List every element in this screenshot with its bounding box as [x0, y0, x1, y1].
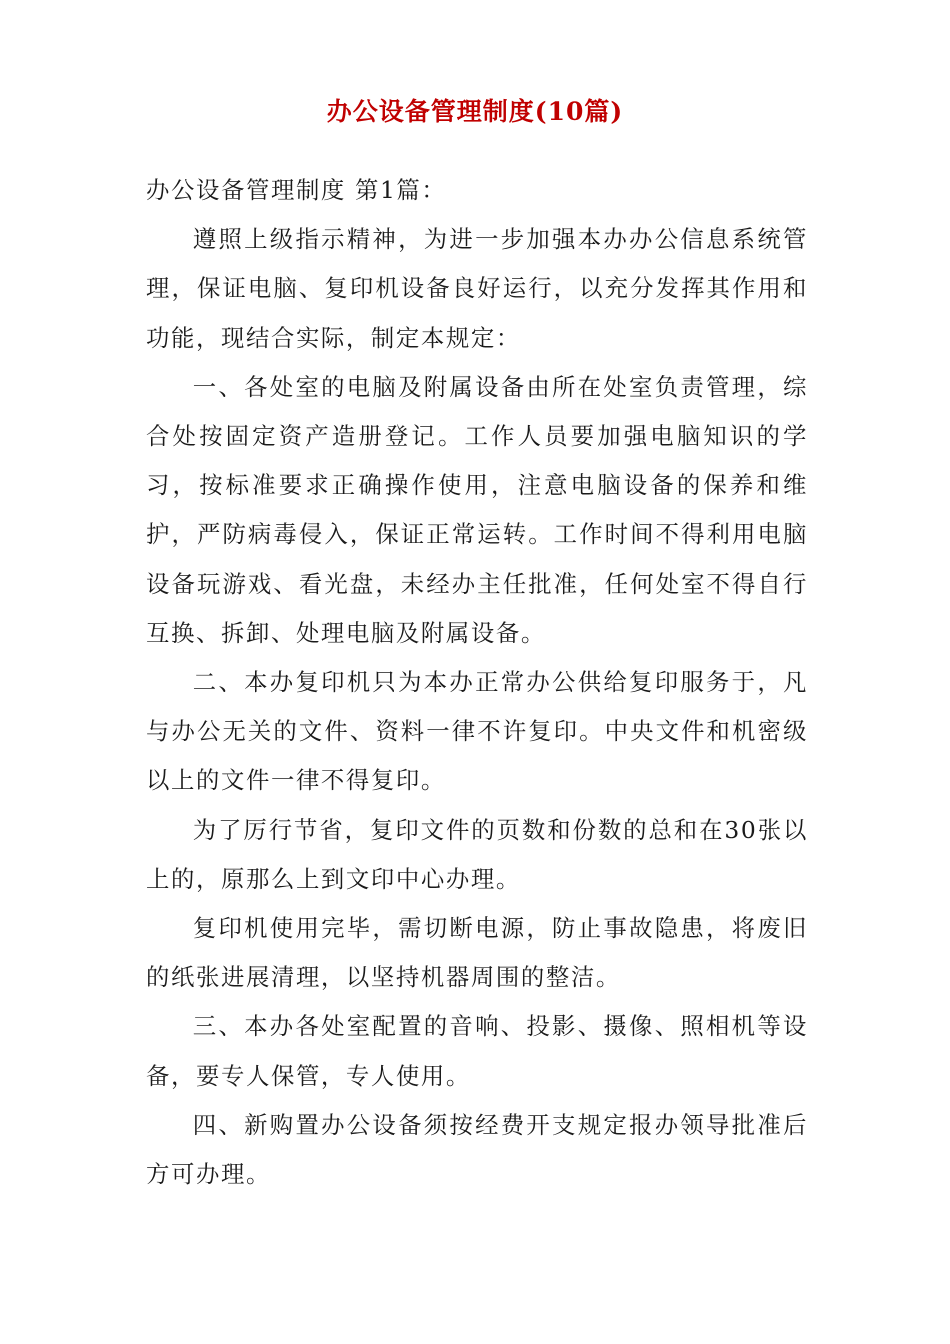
rule-4-paragraph: 四、新购置办公设备须按经费开支规定报办领导批准后方可办理。	[146, 1110, 808, 1189]
document-body	[146, 166, 808, 1199]
rule-1-paragraph: 一、各处室的电脑及附属设备由所在处室负责管理，综合处按固定资产造册登记。工作人员要加强电脑知识的学习，按标准要求正确操作使用，注意电脑设备的保养和维护，严防病毒侵入，保证正常运转。工作时间不得利用电脑设备玩游戏、看光盘，未经办主任批准，任何处室不得自行互换、拆卸、处理电脑及附属设备。	[146, 372, 808, 647]
copier-shutdown-paragraph: 复印机使用完毕，需切断电源，防止事故隐患，将废旧的纸张进展清理，以坚持机器周围的整洁。	[146, 914, 808, 992]
copy-limit-paragraph: 为了厉行节省，复印文件的页数和份数的总和在30张以上的，原那么上到文印中心办理。	[146, 815, 808, 893]
rule-2-paragraph: 二、本办复印机只为本办正常办公供给复印服务于，凡与办公无关的文件、资料一律不许复印。中央文件和机密级以上的文件一律不得复印。	[146, 668, 808, 795]
section-heading: 办公设备管理制度 第1篇：	[146, 176, 447, 204]
intro-paragraph: 遵照上级指示精神，为进一步加强本办办公信息系统管理，保证电脑、复印机设备良好运行，以充分发挥其作用和功能，现结合实际，制定本规定：	[146, 225, 808, 352]
document-title: 办公设备管理制度(10篇)	[326, 97, 624, 126]
rule-3-paragraph: 三、本办各处室配置的音响、投影、摄像、照相机等设备，要专人保管，专人使用。	[146, 1012, 808, 1090]
